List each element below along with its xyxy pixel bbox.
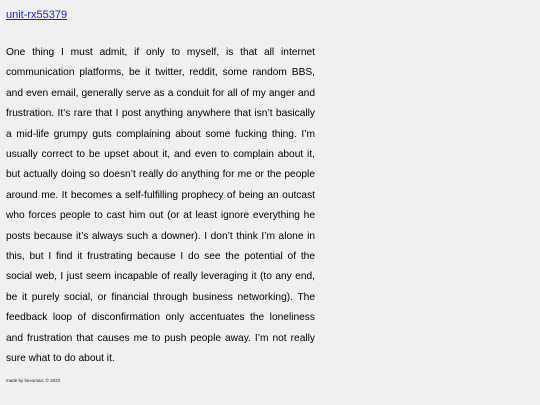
footer-credit: made by hexoman, © 2023 xyxy=(6,378,61,383)
site-title-link[interactable]: unit-rx55379 xyxy=(6,9,68,21)
post-body-text: One thing I must admit, if only to myself, is that all internet communication platforms, be it twitter, reddit, some random BBS, and even email, generally serve as a conduit for all of my anger and frustration. It’s rare that I post anything anywhere that isn’t basically a mid-life grumpy guts complaining about some fucking thing. I’m usually correct to be upset about it, and even to complain about it, but actually doing so doesn’t really do anything for me or the people around me. It becomes a self-fulfilling prophecy of being an outcast who forces people to cast him out (or at least ignore everything he posts because it’s always such a downer). I don’t think I’m alone in this, but I find it frustrating because I do see the potential of the social web, I just seem incapable of really leveraging it (to any end, be it purely social, or financial through business networking). The feedback loop of disconfirmation only accentuates the loneliness and frustration that causes me to push people away. I’m not really sure what to do about it. xyxy=(6,47,315,365)
